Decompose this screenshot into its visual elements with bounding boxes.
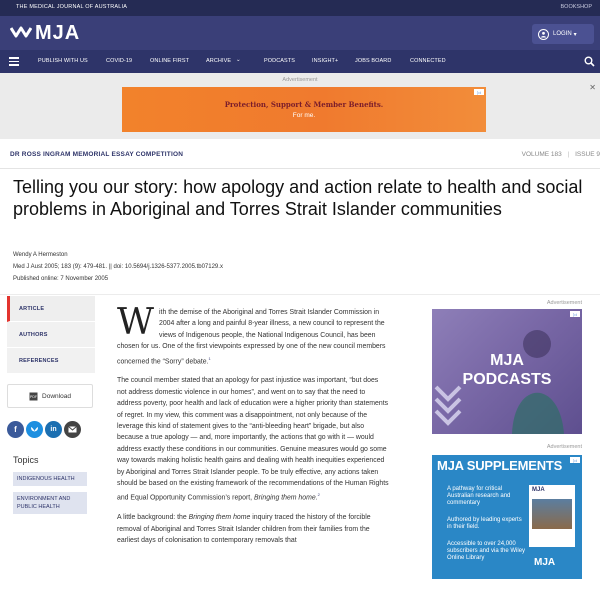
supplements-title: MJA SUPPLEMENTS xyxy=(437,458,563,473)
chevron-down-icon: ⌄ xyxy=(236,57,241,63)
ad-choices-icon[interactable]: ▷i xyxy=(570,457,580,463)
journal-name[interactable]: THE MEDICAL JOURNAL OF AUSTRALIA xyxy=(16,4,128,10)
download-label: Download xyxy=(42,392,71,400)
p3-a: A little background: the xyxy=(117,514,189,522)
ad-banner[interactable] xyxy=(122,87,486,132)
nav-publish[interactable]: PUBLISH WITH US xyxy=(38,58,88,64)
pdf-icon xyxy=(29,392,38,401)
divider xyxy=(0,294,600,295)
article-sidenav xyxy=(7,296,95,374)
top-strip xyxy=(0,0,600,16)
reference-link[interactable]: 1 xyxy=(208,355,211,361)
p3-b: inquiry traced the history of the forcible removal of Aboriginal and Torres Strait Islander children from their families from the earliest days of colonisation to contemporary removals that xyxy=(117,514,371,544)
supplement-cover xyxy=(529,485,575,547)
drop-cap: W xyxy=(117,302,155,343)
podcast-title-2: PODCASTS xyxy=(462,371,552,388)
nav-archive[interactable]: ARCHIVE xyxy=(206,58,232,64)
nav-covid[interactable]: COVID-19 xyxy=(106,58,133,64)
podcast-title-1: MJA xyxy=(490,352,524,369)
issue-label[interactable]: ISSUE 9 xyxy=(575,151,600,158)
login-label: LOGIN xyxy=(553,31,572,37)
chevron-logo-icon xyxy=(10,26,32,40)
supplements-ad[interactable] xyxy=(432,455,582,579)
nav-online-first[interactable]: ONLINE FIRST xyxy=(150,58,190,64)
ad-choices-icon[interactable]: ▷i xyxy=(570,311,580,317)
ad-line2: For me. xyxy=(292,112,316,119)
podcast-ad[interactable] xyxy=(432,309,582,434)
chevron-down-icon: ▾ xyxy=(573,31,577,38)
topic-tag[interactable]: INDIGENOUS HEALTH xyxy=(13,472,87,486)
linkedin-icon[interactable]: in xyxy=(45,421,62,438)
cover-image xyxy=(532,499,572,529)
p2-italic: Bringing them home xyxy=(254,494,316,502)
nav-podcasts[interactable]: PODCASTS xyxy=(264,58,296,64)
paragraph xyxy=(117,512,389,546)
reference-link[interactable]: 2 xyxy=(317,492,320,498)
supp-logo: MJA xyxy=(534,557,556,568)
p2-text: The council member stated that an apology for past injustice was important, “but does not address domestic violence in our homes”, and went on to say that the need to address poverty, poor health and lack of education were a higher priority than statements of regret. In my view, this comment was a disappointment, not only because of the leverage this kind of statement gives to the “anti-bleeding heart” brigade, but also because a true apology — and, more importantly, the actions that go with it — would address exactly these conditions in our communities. Genuine measures would go some way towards making holistic health gains and dealing with health inequities experienced by Aboriginal and Torres Strait Islander people. To be truly effective, any actions taken should be based on the existing framework of the recommendations of the Human Rights and Equal Opportunity Commission’s report, xyxy=(117,377,389,502)
close-icon[interactable]: ✕ xyxy=(589,83,596,92)
nav-connected[interactable]: CONNECTED xyxy=(410,58,446,64)
bluesky-icon[interactable] xyxy=(26,421,43,438)
supp-text: Accessible to over 24,000 subscribers and via the Wiley Online Library xyxy=(447,541,526,561)
search-icon[interactable] xyxy=(584,56,595,67)
main-nav xyxy=(0,50,600,73)
author[interactable]: Wendy A Hermeston xyxy=(13,252,68,258)
menu-icon[interactable] xyxy=(9,57,19,66)
section-header xyxy=(0,139,600,169)
page-title: Telling you our story: how apology and action relate to health and social problems in Aboriginal and Torres Strait Islander communities xyxy=(13,177,583,219)
topics-heading: Topics xyxy=(13,455,39,465)
brand-bar xyxy=(0,16,600,50)
email-icon[interactable] xyxy=(64,421,81,438)
p2-end: . xyxy=(315,494,318,502)
ad-choices-icon[interactable]: ▷i xyxy=(474,89,484,95)
download-button[interactable] xyxy=(7,384,93,408)
cover-title: MJA xyxy=(532,487,545,493)
bookshop-link[interactable]: BOOKSHOP xyxy=(560,4,592,10)
facebook-icon[interactable]: f xyxy=(7,421,24,438)
top-ad-area xyxy=(0,73,600,139)
logo-text: MJA xyxy=(35,21,81,44)
competition-label[interactable]: DR ROSS INGRAM MEMORIAL ESSAY COMPETITION xyxy=(10,151,184,158)
sidenav-references[interactable]: REFERENCES xyxy=(7,348,95,374)
supp-text: A pathway for critical Australian research and commentary xyxy=(447,486,511,506)
p1-text: ith the demise of the Aboriginal and Torres Strait Islander Commission in 2004 after a long and painful 8-year illness, a new council to represent the views of Indigenous people, the National Indigenous Council, has been chosen for us. One of the first viewpoints expressed by one of the new council members concerned the “Sorry” debate. xyxy=(117,309,386,365)
ad-label: Advertisement xyxy=(546,444,582,450)
topic-tag[interactable]: ENVIRONMENT AND PUBLIC HEALTH xyxy=(13,492,87,514)
nav-jobs-board[interactable]: JOBS BOARD xyxy=(355,58,392,64)
supp-text: Authored by leading experts in their field. xyxy=(447,517,522,530)
svg-text:PDF: PDF xyxy=(30,394,38,399)
p3-italic: Bringing them home xyxy=(188,514,251,522)
nav-insight[interactable]: INSIGHT+ xyxy=(312,58,339,64)
ad-label: Advertisement xyxy=(282,77,318,83)
paragraph xyxy=(117,375,389,504)
article-body xyxy=(117,302,389,554)
paragraph xyxy=(117,302,389,367)
login-button[interactable] xyxy=(532,24,594,44)
sidenav-article[interactable]: ARTICLE xyxy=(7,296,95,322)
volume-label[interactable]: VOLUME 183 xyxy=(521,151,562,158)
user-icon xyxy=(538,29,549,40)
sidenav-authors[interactable]: AUTHORS xyxy=(7,322,95,348)
mja-logo[interactable] xyxy=(10,22,80,44)
ad-line1: Protection, Support & Member Benefits. xyxy=(224,100,384,109)
published-date: Published online: 7 November 2005 xyxy=(13,276,109,282)
volume-issue: VOLUME 183 | ISSUE 9 xyxy=(521,151,600,158)
ad-label: Advertisement xyxy=(546,300,582,306)
citation: Med J Aust 2005; 183 (9): 479-481. || doi: 10.5694/j.1326-5377.2005.tb07129.x xyxy=(13,264,223,270)
